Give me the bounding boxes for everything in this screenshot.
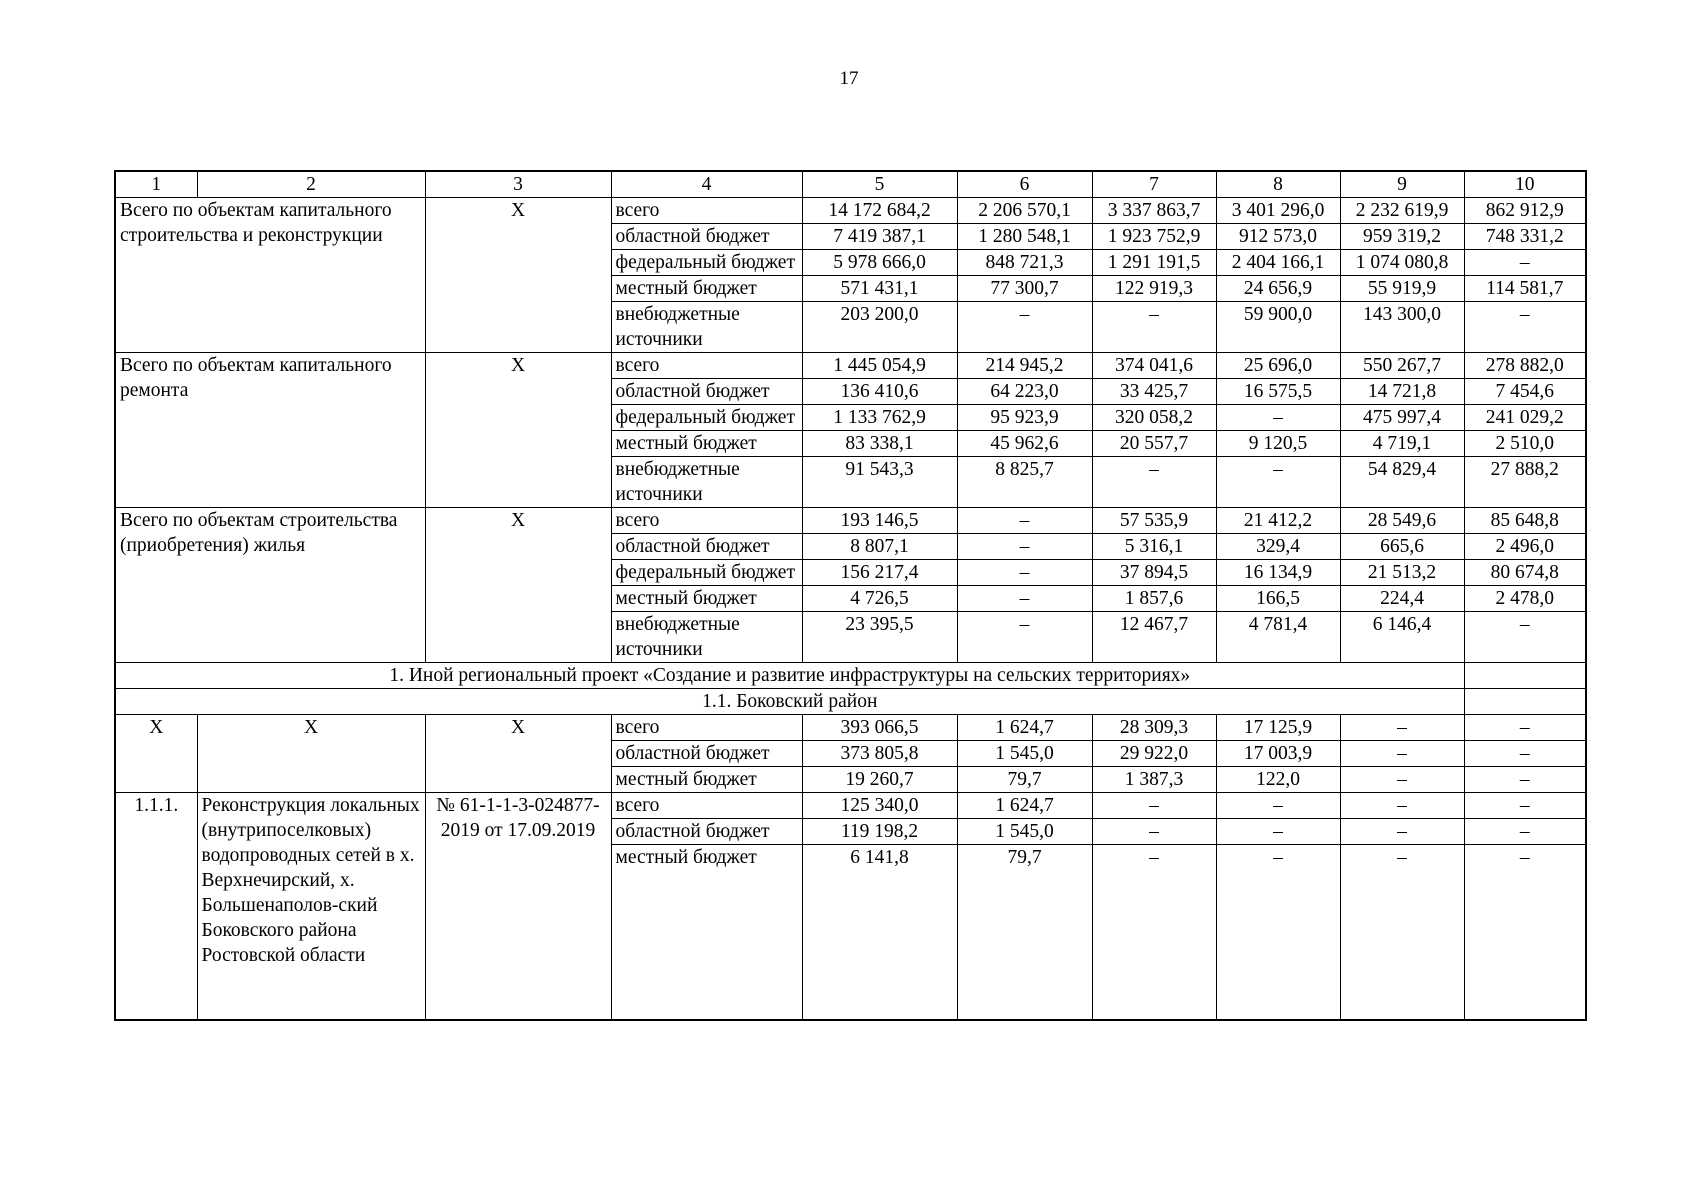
value-cell: 125 340,0 bbox=[802, 793, 957, 819]
funding-source: областной бюджет bbox=[611, 534, 802, 560]
value-cell: – bbox=[1092, 845, 1216, 1020]
funding-source: федеральный бюджет bbox=[611, 405, 802, 431]
value-cell: 7 419 387,1 bbox=[802, 224, 957, 250]
value-cell: – bbox=[1092, 302, 1216, 353]
value-cell: 119 198,2 bbox=[802, 819, 957, 845]
header-cell: 6 bbox=[957, 171, 1092, 198]
header-cell: 7 bbox=[1092, 171, 1216, 198]
empty-cell bbox=[1464, 663, 1586, 689]
value-cell: 959 319,2 bbox=[1340, 224, 1464, 250]
value-cell: 4 726,5 bbox=[802, 586, 957, 612]
value-cell: 16 575,5 bbox=[1216, 379, 1340, 405]
header-row bbox=[115, 171, 1586, 198]
value-cell: 80 674,8 bbox=[1464, 560, 1586, 586]
value-cell: 2 404 166,1 bbox=[1216, 250, 1340, 276]
value-cell: 4 781,4 bbox=[1216, 612, 1340, 663]
value-cell: 1 445 054,9 bbox=[802, 353, 957, 379]
value-cell: 1 624,7 bbox=[957, 793, 1092, 819]
value-cell: 85 648,8 bbox=[1464, 508, 1586, 534]
funding-source: внебюджетные источники bbox=[611, 302, 802, 353]
value-cell: 28 549,6 bbox=[1340, 508, 1464, 534]
table-row bbox=[115, 793, 1586, 819]
value-cell: 329,4 bbox=[1216, 534, 1340, 560]
value-cell: 862 912,9 bbox=[1464, 198, 1586, 224]
value-cell: 12 467,7 bbox=[1092, 612, 1216, 663]
item-document: № 61-1-1-3-024877-2019 от 17.09.2019 bbox=[425, 793, 611, 1020]
value-cell: 550 267,7 bbox=[1340, 353, 1464, 379]
header-cell: 10 bbox=[1464, 171, 1586, 198]
table-row bbox=[115, 508, 1586, 534]
value-cell: 7 454,6 bbox=[1464, 379, 1586, 405]
value-cell: 3 401 296,0 bbox=[1216, 198, 1340, 224]
value-cell: 59 900,0 bbox=[1216, 302, 1340, 353]
funding-source: всего bbox=[611, 353, 802, 379]
value-cell: 5 316,1 bbox=[1092, 534, 1216, 560]
value-cell: – bbox=[1216, 405, 1340, 431]
funding-source: местный бюджет bbox=[611, 586, 802, 612]
value-cell: 17 003,9 bbox=[1216, 741, 1340, 767]
value-cell: 2 232 619,9 bbox=[1340, 198, 1464, 224]
funding-source: областной бюджет bbox=[611, 224, 802, 250]
district-col1: Х bbox=[115, 715, 197, 793]
value-cell: 9 120,5 bbox=[1216, 431, 1340, 457]
district-col2: Х bbox=[197, 715, 425, 793]
value-cell: – bbox=[957, 560, 1092, 586]
value-cell: – bbox=[1092, 793, 1216, 819]
value-cell: 848 721,3 bbox=[957, 250, 1092, 276]
funding-source: федеральный бюджет bbox=[611, 560, 802, 586]
value-cell: – bbox=[1464, 819, 1586, 845]
header-cell: 2 bbox=[197, 171, 425, 198]
funding-source: всего bbox=[611, 508, 802, 534]
header-cell: 9 bbox=[1340, 171, 1464, 198]
value-cell: 1 074 080,8 bbox=[1340, 250, 1464, 276]
value-cell: 2 206 570,1 bbox=[957, 198, 1092, 224]
funding-source: местный бюджет bbox=[611, 767, 802, 793]
value-cell: – bbox=[1464, 715, 1586, 741]
value-cell: 27 888,2 bbox=[1464, 457, 1586, 508]
value-cell: 1 387,3 bbox=[1092, 767, 1216, 793]
value-cell: 79,7 bbox=[957, 845, 1092, 1020]
value-cell: 393 066,5 bbox=[802, 715, 957, 741]
value-cell: 214 945,2 bbox=[957, 353, 1092, 379]
value-cell: 25 696,0 bbox=[1216, 353, 1340, 379]
value-cell: 77 300,7 bbox=[957, 276, 1092, 302]
value-cell: 64 223,0 bbox=[957, 379, 1092, 405]
value-cell: 23 395,5 bbox=[802, 612, 957, 663]
value-cell: 122 919,3 bbox=[1092, 276, 1216, 302]
group-col3: Х bbox=[425, 508, 611, 663]
value-cell: 54 829,4 bbox=[1340, 457, 1464, 508]
value-cell: 1 291 191,5 bbox=[1092, 250, 1216, 276]
value-cell: – bbox=[957, 508, 1092, 534]
header-cell: 8 bbox=[1216, 171, 1340, 198]
group-label: Всего по объектам капитального ремонта bbox=[115, 353, 425, 508]
value-cell: – bbox=[1216, 457, 1340, 508]
value-cell: 55 919,9 bbox=[1340, 276, 1464, 302]
value-cell: 143 300,0 bbox=[1340, 302, 1464, 353]
group-col3: Х bbox=[425, 198, 611, 353]
value-cell: 6 141,8 bbox=[802, 845, 957, 1020]
value-cell: – bbox=[1092, 819, 1216, 845]
header-cell: 4 bbox=[611, 171, 802, 198]
value-cell: 203 200,0 bbox=[802, 302, 957, 353]
value-cell: 4 719,1 bbox=[1340, 431, 1464, 457]
district-title: 1.1. Боковский район bbox=[115, 689, 1464, 715]
value-cell: 374 041,6 bbox=[1092, 353, 1216, 379]
value-cell: 2 496,0 bbox=[1464, 534, 1586, 560]
item-number: 1.1.1. bbox=[115, 793, 197, 1020]
group-label: Всего по объектам строительства (приобретения) жилья bbox=[115, 508, 425, 663]
value-cell: – bbox=[1464, 250, 1586, 276]
value-cell: 1 923 752,9 bbox=[1092, 224, 1216, 250]
value-cell: 1 545,0 bbox=[957, 819, 1092, 845]
value-cell: – bbox=[957, 302, 1092, 353]
value-cell: – bbox=[1340, 741, 1464, 767]
value-cell: 14 721,8 bbox=[1340, 379, 1464, 405]
value-cell: 571 431,1 bbox=[802, 276, 957, 302]
value-cell: 21 412,2 bbox=[1216, 508, 1340, 534]
value-cell: 21 513,2 bbox=[1340, 560, 1464, 586]
section-row bbox=[115, 663, 1586, 689]
section-row bbox=[115, 689, 1586, 715]
value-cell: – bbox=[1340, 715, 1464, 741]
value-cell: 79,7 bbox=[957, 767, 1092, 793]
value-cell: 37 894,5 bbox=[1092, 560, 1216, 586]
value-cell: 6 146,4 bbox=[1340, 612, 1464, 663]
funding-source: областной бюджет bbox=[611, 379, 802, 405]
value-cell: 95 923,9 bbox=[957, 405, 1092, 431]
value-cell: 91 543,3 bbox=[802, 457, 957, 508]
funding-table bbox=[114, 170, 1587, 1021]
value-cell: – bbox=[1340, 819, 1464, 845]
value-cell: 166,5 bbox=[1216, 586, 1340, 612]
value-cell: – bbox=[1340, 793, 1464, 819]
value-cell: – bbox=[1092, 457, 1216, 508]
value-cell: – bbox=[1340, 845, 1464, 1020]
value-cell: 14 172 684,2 bbox=[802, 198, 957, 224]
value-cell: 373 805,8 bbox=[802, 741, 957, 767]
value-cell: 3 337 863,7 bbox=[1092, 198, 1216, 224]
value-cell: 8 807,1 bbox=[802, 534, 957, 560]
value-cell: 57 535,9 bbox=[1092, 508, 1216, 534]
value-cell: 17 125,9 bbox=[1216, 715, 1340, 741]
value-cell: 1 624,7 bbox=[957, 715, 1092, 741]
value-cell: 1 280 548,1 bbox=[957, 224, 1092, 250]
value-cell: 45 962,6 bbox=[957, 431, 1092, 457]
funding-source: всего bbox=[611, 793, 802, 819]
value-cell: 122,0 bbox=[1216, 767, 1340, 793]
header-cell: 1 bbox=[115, 171, 197, 198]
funding-source: внебюджетные источники bbox=[611, 457, 802, 508]
group-col3: Х bbox=[425, 353, 611, 508]
value-cell: 224,4 bbox=[1340, 586, 1464, 612]
value-cell: – bbox=[957, 534, 1092, 560]
page-number: 17 bbox=[839, 68, 859, 89]
value-cell: 29 922,0 bbox=[1092, 741, 1216, 767]
value-cell: 320 058,2 bbox=[1092, 405, 1216, 431]
value-cell: 2 510,0 bbox=[1464, 431, 1586, 457]
funding-source: местный бюджет bbox=[611, 845, 802, 1020]
funding-source: внебюджетные источники bbox=[611, 612, 802, 663]
value-cell: 114 581,7 bbox=[1464, 276, 1586, 302]
funding-source: всего bbox=[611, 715, 802, 741]
value-cell: – bbox=[1464, 845, 1586, 1020]
value-cell: – bbox=[1216, 819, 1340, 845]
value-cell: 1 857,6 bbox=[1092, 586, 1216, 612]
group-label: Всего по объектам капитального строительства и реконструкции bbox=[115, 198, 425, 353]
header-cell: 3 bbox=[425, 171, 611, 198]
project-title: 1. Иной региональный проект «Создание и развитие инфраструктуры на сельских территориях» bbox=[115, 663, 1464, 689]
value-cell: – bbox=[1216, 845, 1340, 1020]
funding-source: областной бюджет bbox=[611, 741, 802, 767]
value-cell: 136 410,6 bbox=[802, 379, 957, 405]
value-cell: – bbox=[957, 586, 1092, 612]
value-cell: – bbox=[1216, 793, 1340, 819]
value-cell: 20 557,7 bbox=[1092, 431, 1216, 457]
value-cell: 912 573,0 bbox=[1216, 224, 1340, 250]
funding-source: местный бюджет bbox=[611, 276, 802, 302]
value-cell: 2 478,0 bbox=[1464, 586, 1586, 612]
value-cell: 156 217,4 bbox=[802, 560, 957, 586]
funding-source: местный бюджет bbox=[611, 431, 802, 457]
district-col3: Х bbox=[425, 715, 611, 793]
value-cell: 24 656,9 bbox=[1216, 276, 1340, 302]
funding-source: областной бюджет bbox=[611, 819, 802, 845]
value-cell: 241 029,2 bbox=[1464, 405, 1586, 431]
value-cell: 475 997,4 bbox=[1340, 405, 1464, 431]
value-cell: – bbox=[1464, 741, 1586, 767]
table-row bbox=[115, 353, 1586, 379]
value-cell: 665,6 bbox=[1340, 534, 1464, 560]
funding-source: всего bbox=[611, 198, 802, 224]
value-cell: 8 825,7 bbox=[957, 457, 1092, 508]
value-cell: – bbox=[957, 612, 1092, 663]
item-name: Реконструкция локальных (внутрипоселковых) водопроводных сетей в х. Верхнечирский, х. Большенаполов-ский Боковского района Ростовской области bbox=[197, 793, 425, 1020]
value-cell: – bbox=[1464, 793, 1586, 819]
value-cell: 193 146,5 bbox=[802, 508, 957, 534]
value-cell: 16 134,9 bbox=[1216, 560, 1340, 586]
value-cell: – bbox=[1464, 612, 1586, 663]
value-cell: – bbox=[1464, 767, 1586, 793]
value-cell: 278 882,0 bbox=[1464, 353, 1586, 379]
value-cell: 19 260,7 bbox=[802, 767, 957, 793]
header-cell: 5 bbox=[802, 171, 957, 198]
value-cell: 5 978 666,0 bbox=[802, 250, 957, 276]
value-cell: 33 425,7 bbox=[1092, 379, 1216, 405]
value-cell: 28 309,3 bbox=[1092, 715, 1216, 741]
value-cell: – bbox=[1340, 767, 1464, 793]
value-cell: – bbox=[1464, 302, 1586, 353]
table-row bbox=[115, 198, 1586, 224]
funding-source: федеральный бюджет bbox=[611, 250, 802, 276]
value-cell: 1 545,0 bbox=[957, 741, 1092, 767]
empty-cell bbox=[1464, 689, 1586, 715]
table-row bbox=[115, 715, 1586, 741]
value-cell: 748 331,2 bbox=[1464, 224, 1586, 250]
value-cell: 83 338,1 bbox=[802, 431, 957, 457]
value-cell: 1 133 762,9 bbox=[802, 405, 957, 431]
